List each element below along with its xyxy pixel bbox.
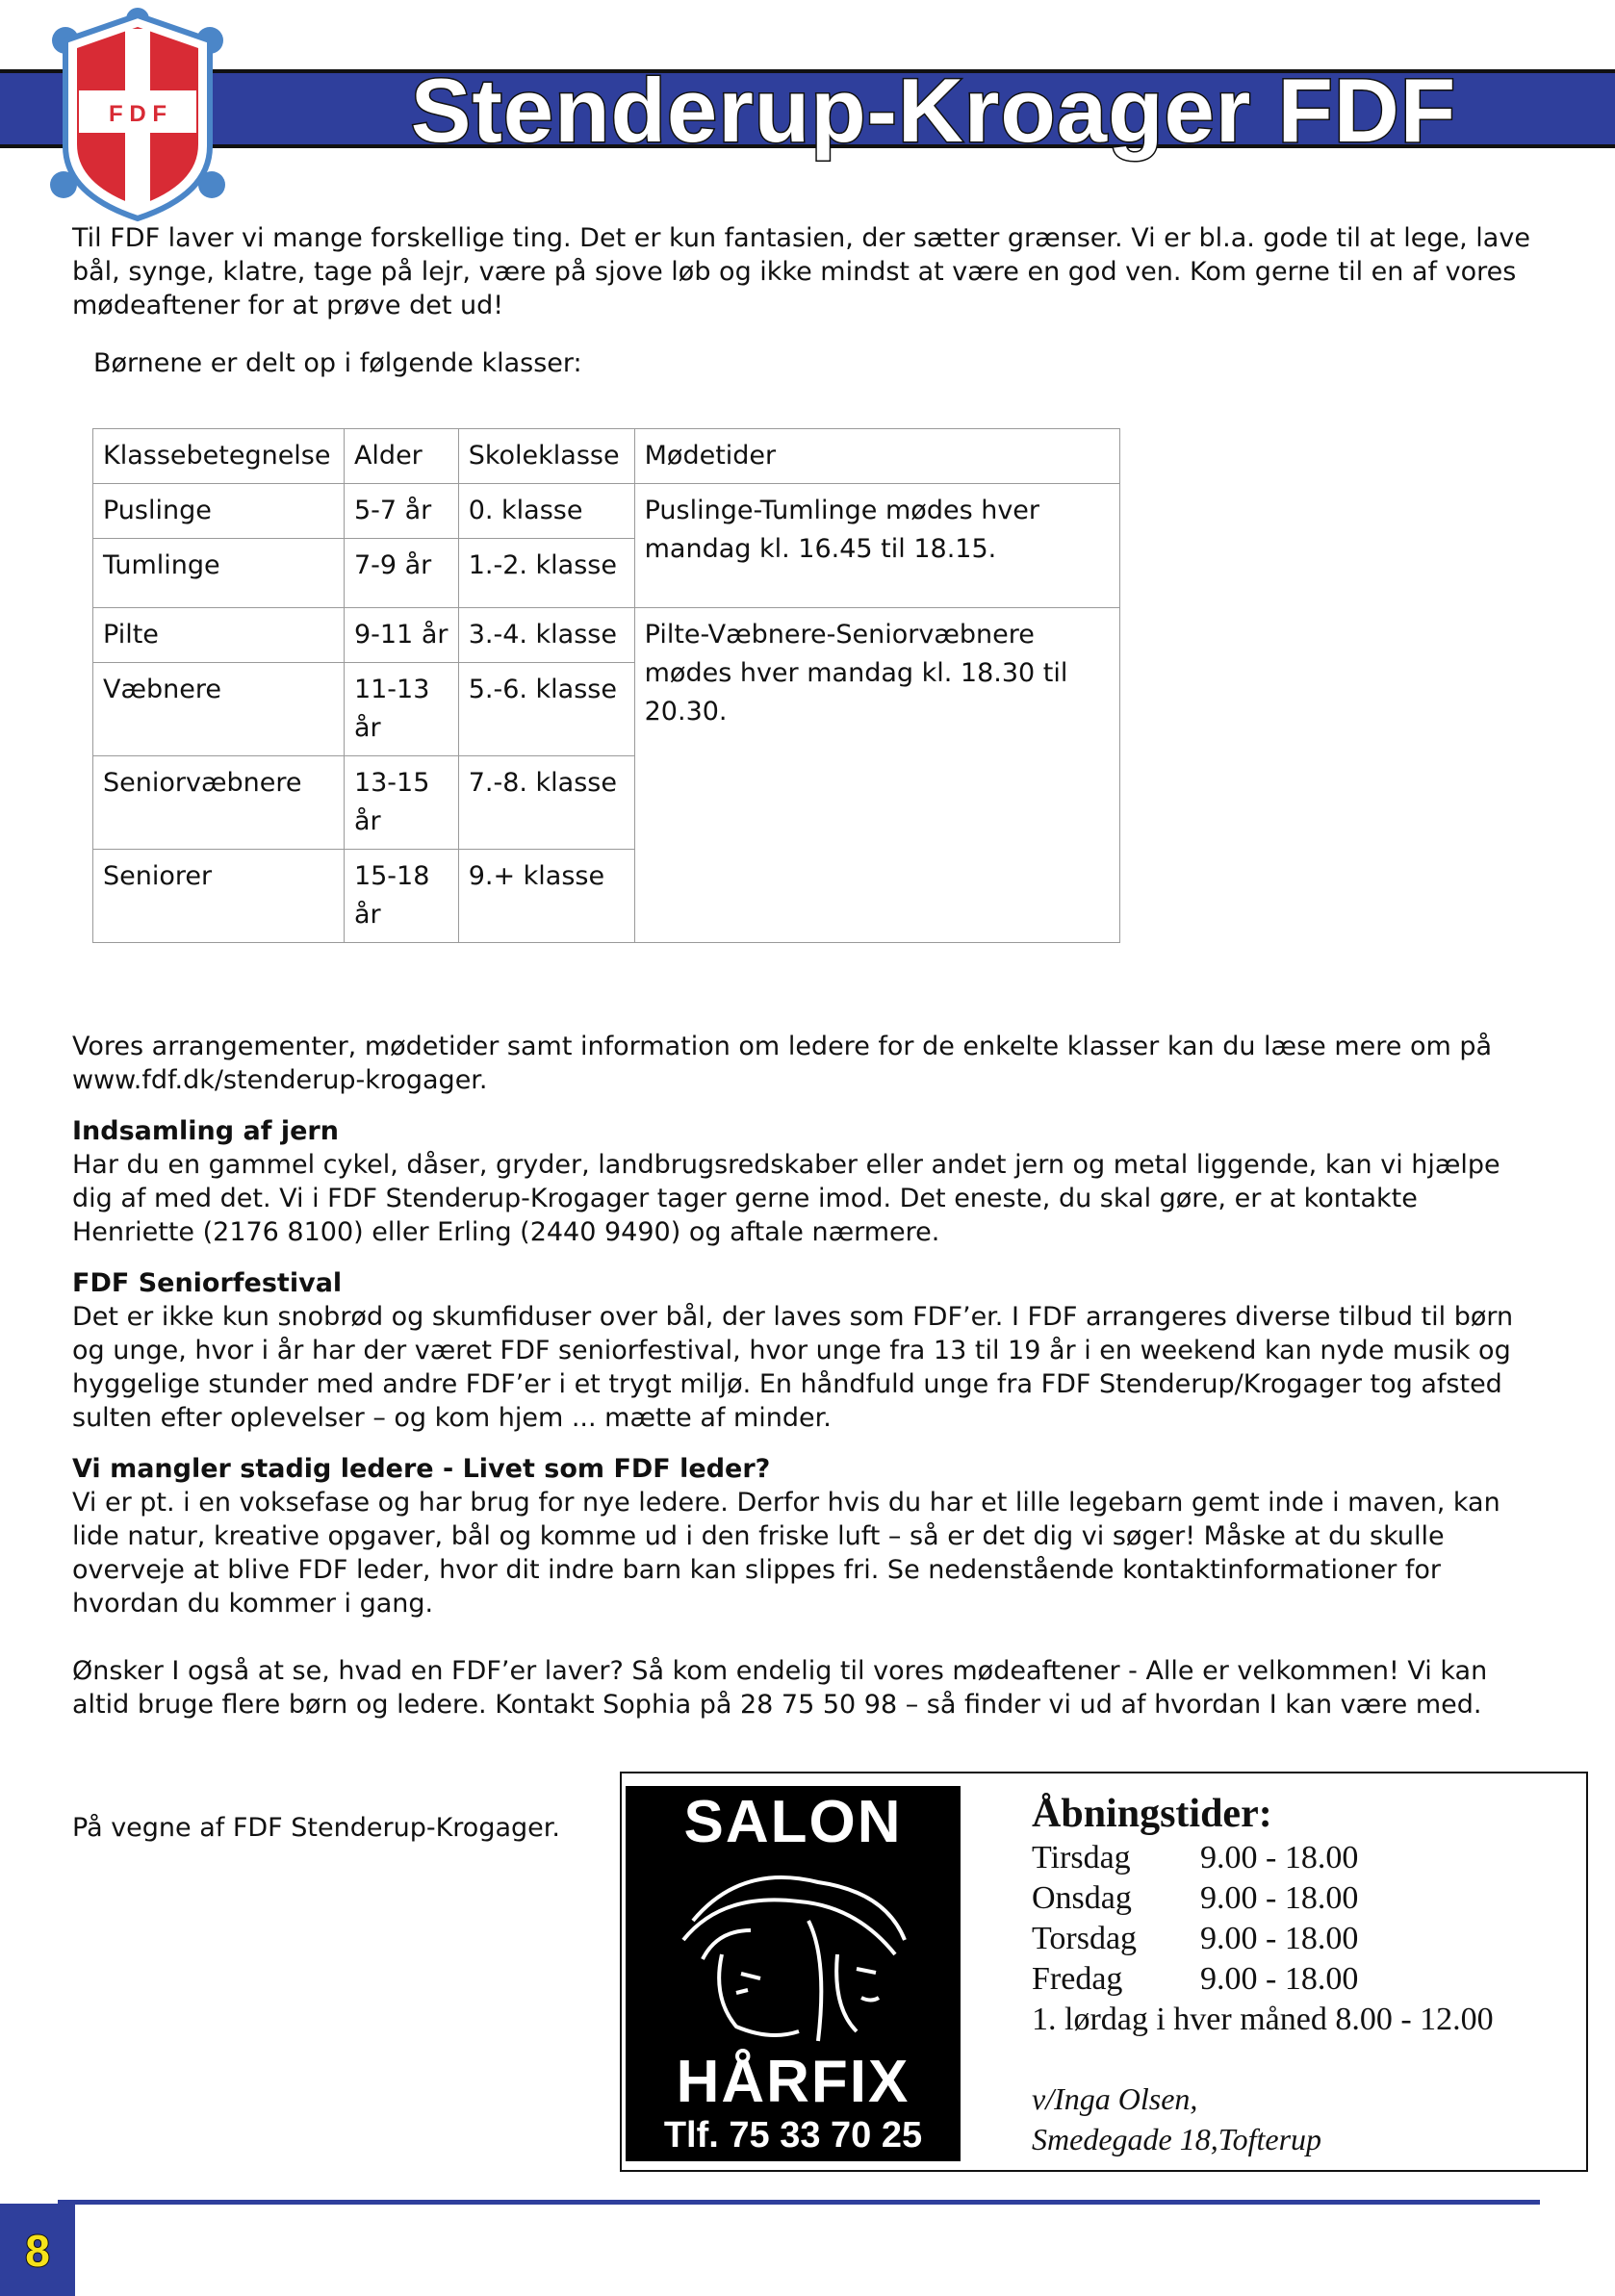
class-name: Væbnere	[93, 663, 345, 756]
harfix-heading: HÅRFIX	[676, 2049, 910, 2115]
hours-time: 9.00 - 18.00	[1200, 1840, 1359, 1875]
svg-text:F D F: F D F	[109, 101, 167, 127]
class-name: Seniorvæbnere	[93, 756, 345, 850]
table-header: Klassebetegnelse	[93, 429, 345, 484]
iron-heading: Indsamling af jern	[72, 1116, 339, 1146]
hours-day: Tirsdag	[1032, 1840, 1131, 1875]
page-number: 8	[25, 2226, 50, 2276]
salon-address: Smedegade 18,Tofterup	[1032, 2122, 1322, 2156]
festival-heading: FDF Seniorfestival	[72, 1268, 343, 1298]
class-name: Pilte	[93, 608, 345, 663]
class-table	[92, 428, 1120, 943]
hours-time: 9.00 - 18.00	[1200, 1921, 1359, 1956]
salon-ad-image	[626, 1786, 961, 2161]
footer-line	[58, 2200, 1540, 2205]
arrangements-text: Vores arrangementer, mødetider samt information om ledere for de enkelte klasser kan du læse mere om på www.fdf.dk/stenderup-krogager.	[72, 1032, 1493, 1095]
iron-text: Har du en gammel cykel, dåser, gryder, landbrugsredskaber eller andet jern og metal liggende, kan vi hjælpe dig af med det. Vi i FDF Stenderup-Krogager tager gerne imod. Det eneste, du skal gøre, er at kontakte Henriette (2176 8100) eller Erling (2440 9490) og aftale nærmere.	[72, 1150, 1500, 1247]
hours-row	[1032, 1959, 1571, 2000]
salon-owner: v/Inga Olsen,	[1032, 2081, 1198, 2116]
hours-time: 9.00 - 18.00	[1200, 1880, 1359, 1916]
saturday-hours: 1. lørdag i hver måned 8.00 - 12.00	[1032, 2002, 1494, 2037]
hours-day: Fredag	[1032, 1961, 1123, 1997]
meeting-time: Puslinge-Tumlinge mødes hver mandag kl. 16.45 til 18.15.	[634, 484, 1119, 608]
festival-text: Det er ikke kun snobrød og skumfiduser over bål, der laves som FDF’er. I FDF arrangeres diverse tilbud til børn og unge, hvor i år har der været FDF seniorfestival, hvor unge fra 13 til 19 år i en weekend kan nyde musik og hyggelige stunder med andre FDF’er i et trygt miljø. En håndfuld unge fra FDF Stenderup/Krogager tog afsted sulten efter oplevelser – og kom hjem ... mætte af minder.	[72, 1302, 1514, 1433]
table-header-row	[93, 429, 1120, 484]
class-name: Seniorer	[93, 850, 345, 943]
table-header: Mødetider	[634, 429, 1119, 484]
table-header: Skoleklasse	[458, 429, 634, 484]
table-caption: Børnene er delt op i følgende klasser:	[93, 348, 582, 378]
class-age: 5-7 år	[344, 484, 458, 539]
table-row	[93, 608, 1120, 663]
intro-text: Til FDF laver vi mange forskellige ting. Det er kun fantasien, der sætter grænser. Vi er bl.a. gode til at lege, lave bål, synge, klatre, tage på lejr, være på sjove løb og ikke mindst at være en god ven. Kom gerne til en af vores mødeaftener for at prøve det ud!	[72, 223, 1530, 320]
salon-phone: Tlf. 75 33 70 25	[663, 2115, 923, 2156]
face-illustration	[664, 1863, 922, 2046]
class-grade: 3.-4. klasse	[458, 608, 634, 663]
fdf-logo	[37, 2, 239, 223]
hours-title: Åbningstider:	[1032, 1792, 1272, 1836]
body-text	[72, 1030, 1545, 1722]
hours-row	[1032, 1919, 1571, 1959]
class-grade: 1.-2. klasse	[458, 539, 634, 608]
class-age: 11-13 år	[344, 663, 458, 756]
hours-time: 9.00 - 18.00	[1200, 1961, 1359, 1997]
class-age: 13-15 år	[344, 756, 458, 850]
class-age: 7-9 år	[344, 539, 458, 608]
class-grade: 5.-6. klasse	[458, 663, 634, 756]
class-age: 9-11 år	[344, 608, 458, 663]
hours-day: Onsdag	[1032, 1880, 1132, 1916]
class-grade: 0. klasse	[458, 484, 634, 539]
opening-hours	[1032, 1790, 1571, 2159]
page-title: Stenderup-Kroager FDF	[410, 60, 1457, 161]
signoff: På vegne af FDF Stenderup-Krogager.	[72, 1813, 560, 1843]
hours-row	[1032, 1878, 1571, 1919]
class-age: 15-18 år	[344, 850, 458, 943]
hours-row	[1032, 1838, 1571, 1878]
leaders-text: Vi er pt. i en voksefase og har brug for nye ledere. Derfor hvis du har et lille legebarn gemt inde i maven, kan lide natur, kreative opgaver, bål og komme ud i den friske luft – så er det dig vi søger! Måske at du skulle overveje at blive FDF leder, hvor dit indre barn kan slippes fri. Se nedenstående kontaktinformationer for hvordan du kommer i gang.	[72, 1488, 1500, 1619]
class-name: Puslinge	[93, 484, 345, 539]
leaders-heading: Vi mangler stadig ledere - Livet som FDF leder?	[72, 1454, 771, 1484]
salon-heading: SALON	[683, 1789, 903, 1855]
class-grade: 7.-8. klasse	[458, 756, 634, 850]
table-row	[93, 484, 1120, 539]
meeting-time: Pilte-Væbnere-Seniorvæbnere mødes hver mandag kl. 18.30 til 20.30.	[634, 608, 1119, 943]
class-name: Tumlinge	[93, 539, 345, 608]
hours-day: Torsdag	[1032, 1921, 1138, 1956]
table-header: Alder	[344, 429, 458, 484]
closing-text: Ønsker I også at se, hvad en FDF’er laver? Så kom endelig til vores mødeaftener - Alle er velkommen! Vi kan altid bruge flere børn og ledere. Kontakt Sophia på 28 75 50 98 – så finder vi ud af hvordan I kan være med.	[72, 1656, 1488, 1720]
class-grade: 9.+ klasse	[458, 850, 634, 943]
